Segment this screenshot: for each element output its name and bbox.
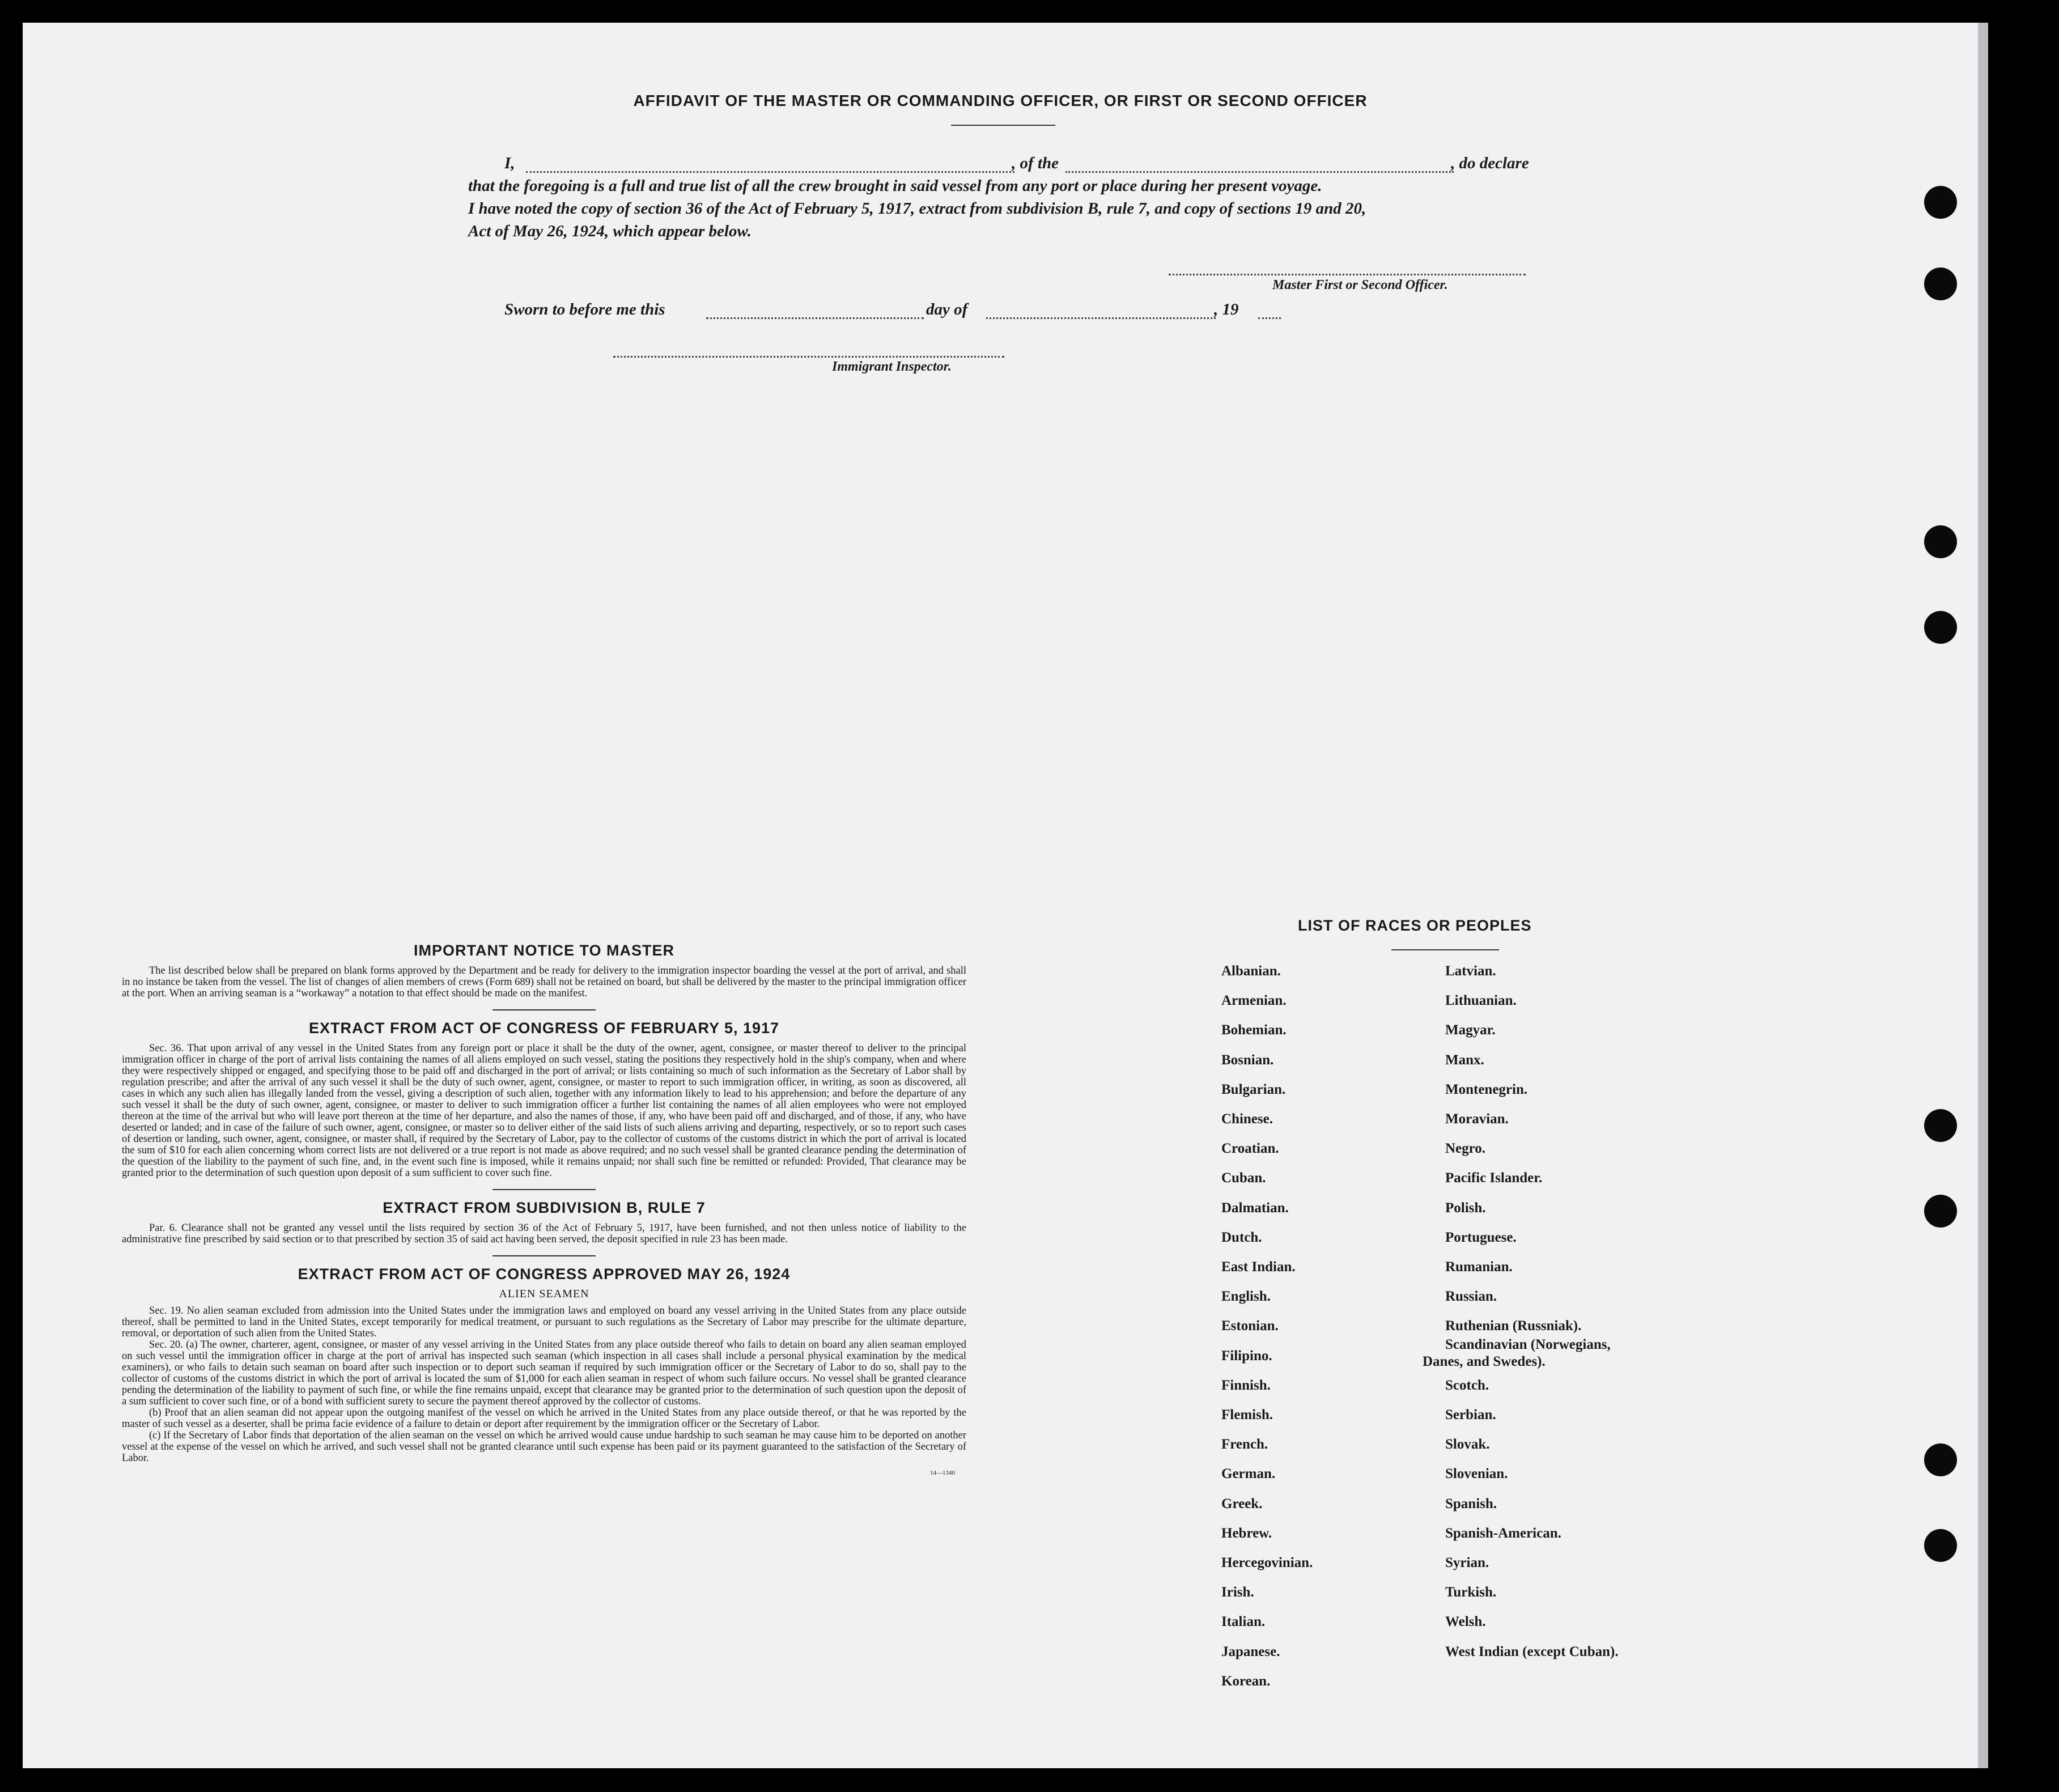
race-item-left: Albanian. <box>1221 963 1281 979</box>
sworn-year-label: , 19 <box>1214 300 1239 319</box>
form-number: 14—1340 <box>930 1470 955 1476</box>
subdivision-title: EXTRACT FROM SUBDIVISION B, RULE 7 <box>383 1199 706 1216</box>
sec20b-body: (b) Proof that an alien seaman did not appear upon the outgoing manifest of the vessel on which he arrived in the United States from any place outside thereof, or that he was reported by the master of such vessel as a deserter, shall be prima facie evidence of a failure to detain or deport after requirement by the immigration officer or the Secretary of Labor. <box>122 1407 966 1430</box>
extract-1924-title: EXTRACT FROM ACT OF CONGRESS APPROVED MAY 26, 1924 <box>298 1266 791 1283</box>
race-item-right: Spanish. <box>1445 1496 1497 1511</box>
sworn-year-blank[interactable] <box>1258 317 1281 319</box>
race-item-right: Moravian. <box>1445 1111 1509 1127</box>
race-item-left: Greek. <box>1221 1496 1263 1511</box>
punch-hole <box>1924 267 1957 300</box>
document-page <box>23 23 1988 1768</box>
inspector-signature-line[interactable] <box>613 356 1004 358</box>
race-item-right: Pacific Islander. <box>1445 1170 1543 1186</box>
affidavit-line1-mid: , of the <box>1012 154 1059 172</box>
race-item-right: Russian. <box>1445 1289 1497 1305</box>
sec20c-body: (c) If the Secretary of Labor finds that deportation of the alien seaman on the vessel on which he arrived would cause undue hardship to such seaman he may cause him to be deported on another vessel at the expense of the vessel on which he arrived, and such vessel shall not be granted clearance until such expense has been paid or its payment guaranteed to the satisfaction of the Secretary of Labor. <box>122 1430 966 1464</box>
race-item-right: Welsh. <box>1445 1614 1486 1630</box>
race-item-left: Japanese. <box>1221 1644 1280 1659</box>
race-item-right: Turkish. <box>1445 1585 1497 1600</box>
race-item-right: West Indian (except Cuban). <box>1445 1644 1619 1659</box>
punch-hole <box>1924 525 1957 558</box>
race-item-left: Korean. <box>1221 1673 1271 1689</box>
section-divider <box>493 1189 596 1190</box>
punch-hole <box>1924 1195 1957 1228</box>
race-item-right: Serbian. <box>1445 1407 1496 1422</box>
master-signature-line[interactable] <box>1169 274 1526 275</box>
race-item-left: German. <box>1221 1466 1276 1482</box>
vessel-blank-line[interactable] <box>1065 171 1454 173</box>
race-item-right: Spanish-American. <box>1445 1525 1561 1541</box>
sworn-day-blank[interactable] <box>706 317 924 319</box>
race-item-right: Negro. <box>1445 1141 1486 1157</box>
race-item-right: Manx. <box>1445 1052 1484 1068</box>
extract-1917-body: Sec. 36. That upon arrival of any vessel in the United States from any foreign port or place it shall be the duty of the owner, agent, consignee, or master thereof to deliver to the principal immigration officer in charge of the port of arrival lists containing the names of all aliens employed on such vessel, stating the positions they respectively hold in the ship's company, when and where they were respectively shipped or engaged, and specifying those to be paid off and discharged in the port of arrival; or lists containing so much of such information as the Secretary of Labor shall by regulation prescribe; and after the arrival of any such vessel it shall be the duty of such owner, agent, consignee, or master to report to such immigration officer, in writing, as soon as discovered, all cases in which any such alien has illegally landed from the vessel, giving a description of such alien, together with any information likely to lead to his apprehension; and before the departure of any such vessel it shall be the duty of such owner, agent, consignee, or master to deliver to such immigration officer a further list containing the names of all alien employees who were not employed thereon at the time of the arrival but who will leave port thereon at the time of her departure, and also the names of those, if any, who have been paid off and discharged, and of those, if any, who have deserted or landed; and in case of the failure of such owner, agent, consignee, or master so to deliver either of the said lists of such aliens arriving and departing, respectively, or so to report such cases of desertion or landing, such owner, agent, consignee, or master shall, if required by the Secretary of Labor, pay to the collector of customs of the customs district in which the port of arrival is located the sum of $10 for each alien concerning whom correct lists are not delivered or a true report is not made as above required; and no such vessel shall be granted clearance pending the determination of the question of the liability to the payment of such fine, and, in the event such fine is imposed, while it remains unpaid; nor shall such fine be remitted or refunded: Provided, That clearance may be granted prior to the determination of such question upon deposit of a sum sufficient to cover such fine. <box>122 1043 966 1179</box>
legal-notices-column <box>122 942 966 1476</box>
race-item-left: Finnish. <box>1221 1377 1271 1393</box>
alien-seamen-subtitle: ALIEN SEAMEN <box>499 1288 589 1300</box>
race-item-right: Ruthenian (Russniak). <box>1445 1318 1582 1334</box>
punch-hole <box>1924 186 1957 219</box>
race-item-right: Magyar. <box>1445 1022 1496 1038</box>
sworn-prefix: Sworn to before me this <box>504 300 665 319</box>
race-item-right: Danes, and Swedes). <box>1423 1353 1546 1369</box>
race-item-left: Croatian. <box>1221 1141 1279 1157</box>
race-item-right: Syrian. <box>1445 1555 1489 1570</box>
extract-1917-title: EXTRACT FROM ACT OF CONGRESS OF FEBRUARY 5, 1917 <box>308 1020 780 1037</box>
race-item-right: Lithuanian. <box>1445 993 1517 1009</box>
race-item-right: Latvian. <box>1445 963 1496 979</box>
punch-hole <box>1924 1443 1957 1476</box>
race-item-left: Estonian. <box>1221 1318 1279 1334</box>
race-item-right: Scotch. <box>1445 1377 1489 1393</box>
race-item-left: Dutch. <box>1221 1229 1262 1245</box>
race-item-left: Bohemian. <box>1221 1022 1287 1038</box>
races-title: LIST OF RACES OR PEOPLES <box>1298 917 1532 934</box>
race-item-left: Dalmatian. <box>1221 1200 1289 1216</box>
sec20a-body: Sec. 20. (a) The owner, charterer, agent, consignee, or master of any vessel arriving in the United States from any place outside thereof who fails to detain on board any alien seaman employed on such vessel until the immigration officer in charge at the port of arrival has inspected such seaman (which inspection in all cases shall include a personal physical examination by the medical examiners), or who fails to detain such seaman on board after such inspection or to deport such seaman if required by such immigration officer or the Secretary of Labor to do so, shall pay to the collector of customs of the customs district in which the port of arrival is located the sum of $1,000 for each alien seaman in respect of whom such failure occurs. No vessel shall be granted clearance pending the determination of the liability to payment of such fine, or while the fine remains unpaid, except that clearance may be granted prior to the determination of such question upon the deposit of a sum sufficient to cover such fine, or of a bond with sufficient surety to secure the payment thereof approved by the collector of customs. <box>122 1339 966 1407</box>
race-item-left: East Indian. <box>1221 1259 1296 1275</box>
affidavit-title: AFFIDAVIT OF THE MASTER OR COMMANDING OFFICER, OR FIRST OR SECOND OFFICER <box>633 92 1368 109</box>
notice-title: IMPORTANT NOTICE TO MASTER <box>414 942 674 959</box>
races-divider <box>1391 949 1499 950</box>
sec19-body: Sec. 19. No alien seaman excluded from admission into the United States under the immigration laws and employed on board any vessel arriving in the United States from any place outside thereof, shall be permitted to land in the United States, except temporarily for medical treatment, or pursuant to such regulations as the Secretary of Labor may prescribe for the ultimate departure, removal, or deportation of such alien from the United States. <box>122 1305 966 1339</box>
race-item-left: Flemish. <box>1221 1407 1273 1422</box>
affidavit-line1-suffix: , do declare <box>1451 154 1529 172</box>
race-item-left: Bulgarian. <box>1221 1081 1286 1097</box>
race-item-right: Slovak. <box>1445 1437 1490 1453</box>
notice-body: The list described below shall be prepared on blank forms approved by the Department and be ready for delivery to the immigration inspector boarding the vessel at the port of arrival, and shall in no instance be taken from the vessel. The list of changes of alien members of crews (Form 689) shall not be retained on board, but shall be delivered by the master to the principal immigration officer at the port. When an arriving seaman is a “workaway” a notation to that effect should be made on the manifest. <box>122 965 966 999</box>
punch-hole <box>1924 1109 1957 1142</box>
punch-hole <box>1924 1529 1957 1562</box>
race-item-right: Montenegrin. <box>1445 1081 1528 1097</box>
affidavit-line2: that the foregoing is a full and true list of all the crew brought in said vessel from any port or place during her present voyage. <box>468 177 1322 195</box>
affidavit-line3: I have noted the copy of section 36 of the Act of February 5, 1917, extract from subdivision B, rule 7, and copy of sections 19 and 20, <box>468 199 1366 218</box>
race-item-left: Chinese. <box>1221 1111 1273 1127</box>
race-item-right: Scandinavian (Norwegians, <box>1445 1336 1611 1352</box>
race-item-right: Rumanian. <box>1445 1259 1513 1275</box>
sworn-month-blank[interactable] <box>986 317 1216 319</box>
race-item-left: French. <box>1221 1437 1268 1453</box>
affidavit-line4: Act of May 26, 1924, which appear below. <box>468 222 752 240</box>
race-item-left: Hebrew. <box>1221 1525 1272 1541</box>
race-item-left: Armenian. <box>1221 993 1287 1009</box>
race-item-left: Filipino. <box>1221 1348 1272 1364</box>
name-blank-line[interactable] <box>526 171 1014 173</box>
punch-hole <box>1924 611 1957 644</box>
master-signature-label: Master First or Second Officer. <box>1272 278 1448 292</box>
title-divider <box>951 125 1055 126</box>
affidavit-line1-prefix: I, <box>504 154 515 172</box>
race-item-left: Irish. <box>1221 1585 1254 1600</box>
race-item-left: Hercegovinian. <box>1221 1555 1313 1570</box>
sworn-day-label: day of <box>926 300 968 319</box>
race-item-left: Bosnian. <box>1221 1052 1274 1068</box>
race-item-left: English. <box>1221 1289 1271 1305</box>
race-item-right: Polish. <box>1445 1200 1486 1216</box>
section-divider <box>493 1255 596 1256</box>
race-item-right: Portuguese. <box>1445 1229 1517 1245</box>
race-item-left: Cuban. <box>1221 1170 1266 1186</box>
race-item-right: Slovenian. <box>1445 1466 1508 1482</box>
section-divider <box>493 1009 596 1010</box>
subdivision-body: Par. 6. Clearance shall not be granted any vessel until the lists required by section 36 of the Act of February 5, 1917, have been furnished, and not then unless notice of liability to the administrative fine prescribed by said section or to that prescribed by section 35 of said act having been served, the deposit specified in rule 23 has been made. <box>122 1222 966 1245</box>
inspector-label: Immigrant Inspector. <box>832 359 952 374</box>
race-item-left: Italian. <box>1221 1614 1266 1630</box>
